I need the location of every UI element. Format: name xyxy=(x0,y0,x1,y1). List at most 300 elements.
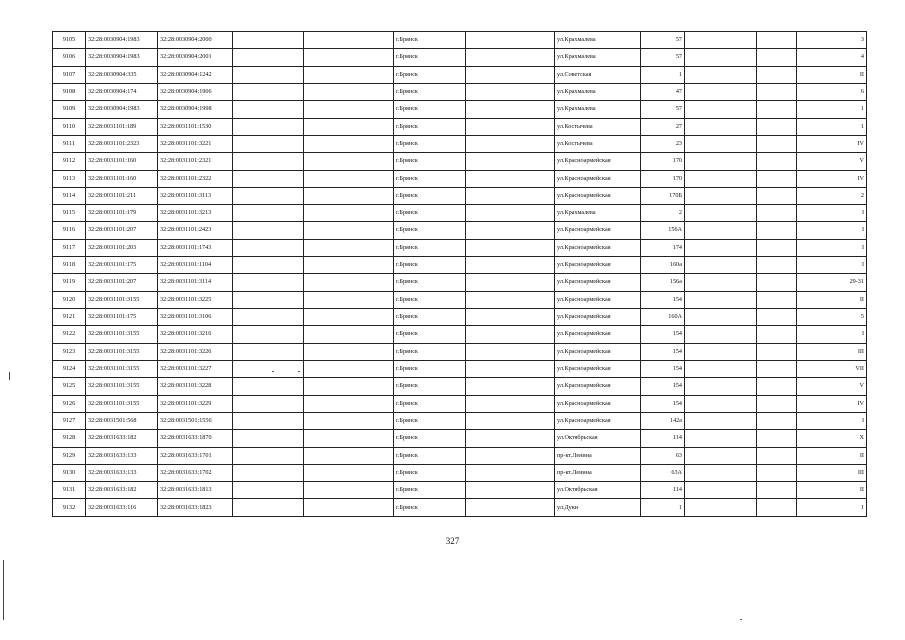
empty-cell xyxy=(757,153,797,170)
parcel-cadastral-number-cell: 32:28:0031501:568 xyxy=(86,412,158,429)
empty-cell xyxy=(757,499,797,517)
city-cell: г.Брянск xyxy=(394,447,466,464)
table-row xyxy=(53,326,867,343)
city-cell: г.Брянск xyxy=(394,326,466,343)
city-cell: г.Брянск xyxy=(394,101,466,118)
empty-cell xyxy=(757,135,797,152)
empty-cell xyxy=(233,378,304,395)
street-cell: ул.Красноармейская xyxy=(555,222,641,239)
empty-cell xyxy=(466,447,555,464)
city-cell: г.Брянск xyxy=(394,222,466,239)
empty-cell xyxy=(233,309,304,326)
scan-edge-mark xyxy=(9,372,10,380)
empty-cell xyxy=(757,66,797,83)
row-number-cell: 9121 xyxy=(53,309,86,326)
table-row xyxy=(53,205,867,222)
empty-cell xyxy=(685,257,757,274)
table-row xyxy=(53,187,867,204)
empty-cell xyxy=(757,118,797,135)
house-number-cell: 170 xyxy=(641,170,685,187)
empty-cell xyxy=(233,499,304,517)
object-cadastral-number-cell: 32:28:0031501:1556 xyxy=(158,412,233,429)
house-number-cell: 47 xyxy=(641,83,685,100)
empty-cell xyxy=(757,274,797,291)
street-cell: ул.Красноармейская xyxy=(555,291,641,308)
empty-cell xyxy=(233,187,304,204)
city-cell: г.Брянск xyxy=(394,499,466,517)
premises-number-cell: 1 xyxy=(797,499,867,517)
row-number-cell: 9115 xyxy=(53,205,86,222)
row-number-cell: 9124 xyxy=(53,360,86,377)
house-number-cell: 156а xyxy=(641,274,685,291)
table-row xyxy=(53,222,867,239)
street-cell: пр-кт.Ленина xyxy=(555,464,641,481)
object-cadastral-number-cell: 32:28:0031101:3226 xyxy=(158,343,233,360)
empty-cell xyxy=(466,482,555,499)
empty-cell xyxy=(304,378,394,395)
empty-cell xyxy=(233,153,304,170)
table-row xyxy=(53,239,867,256)
empty-cell xyxy=(466,360,555,377)
empty-cell xyxy=(685,153,757,170)
empty-cell xyxy=(757,239,797,256)
empty-cell xyxy=(757,430,797,447)
table-row xyxy=(53,291,867,308)
street-cell: ул.Красноармейская xyxy=(555,395,641,412)
empty-cell xyxy=(466,83,555,100)
object-cadastral-number-cell: 32:28:0031101:1104 xyxy=(158,257,233,274)
parcel-cadastral-number-cell: 32:28:0030904:1983 xyxy=(86,49,158,66)
city-cell: г.Брянск xyxy=(394,343,466,360)
house-number-cell: 23 xyxy=(641,135,685,152)
empty-cell xyxy=(757,49,797,66)
row-number-cell: 9117 xyxy=(53,239,86,256)
premises-number-cell: II xyxy=(797,482,867,499)
empty-cell xyxy=(233,83,304,100)
city-cell: г.Брянск xyxy=(394,135,466,152)
empty-cell xyxy=(466,153,555,170)
empty-cell xyxy=(757,326,797,343)
premises-number-cell: 2 xyxy=(797,187,867,204)
empty-cell xyxy=(233,257,304,274)
empty-cell xyxy=(685,395,757,412)
street-cell: ул.Крахмалева xyxy=(555,101,641,118)
house-number-cell: 170 xyxy=(641,153,685,170)
city-cell: г.Брянск xyxy=(394,153,466,170)
premises-number-cell: I xyxy=(797,257,867,274)
table-row xyxy=(53,153,867,170)
empty-cell xyxy=(233,170,304,187)
parcel-cadastral-number-cell: 32:28:0030904:1983 xyxy=(86,32,158,49)
object-cadastral-number-cell: 32:28:0031101:2423 xyxy=(158,222,233,239)
empty-cell xyxy=(304,153,394,170)
empty-cell xyxy=(233,118,304,135)
city-cell: г.Брянск xyxy=(394,205,466,222)
parcel-cadastral-number-cell: 32:28:0031101:2323 xyxy=(86,135,158,152)
row-number-cell: 9109 xyxy=(53,101,86,118)
empty-cell xyxy=(466,118,555,135)
street-cell: ул.Красноармейская xyxy=(555,274,641,291)
house-number-cell: 154 xyxy=(641,343,685,360)
scan-dot xyxy=(740,619,742,620)
parcel-cadastral-number-cell: 32:28:0031101:189 xyxy=(86,118,158,135)
empty-cell xyxy=(685,274,757,291)
parcel-cadastral-number-cell: 32:28:0031101:207 xyxy=(86,222,158,239)
city-cell: г.Брянск xyxy=(394,83,466,100)
premises-number-cell: 1 xyxy=(797,118,867,135)
parcel-cadastral-number-cell: 32:28:0031101:207 xyxy=(86,274,158,291)
street-cell: ул.Красноармейская xyxy=(555,309,641,326)
empty-cell xyxy=(233,412,304,429)
street-cell: ул.Красноармейская xyxy=(555,412,641,429)
house-number-cell: 114 xyxy=(641,482,685,499)
house-number-cell: 160А xyxy=(641,309,685,326)
row-number-cell: 9125 xyxy=(53,378,86,395)
empty-cell xyxy=(757,83,797,100)
street-cell: ул.Красноармейская xyxy=(555,343,641,360)
empty-cell xyxy=(304,101,394,118)
house-number-cell: 154 xyxy=(641,291,685,308)
object-cadastral-number-cell: 32:28:0031633:1702 xyxy=(158,464,233,481)
empty-cell xyxy=(466,412,555,429)
empty-cell xyxy=(304,83,394,100)
parcel-cadastral-number-cell: 32:28:0031101:175 xyxy=(86,257,158,274)
street-cell: ул.Советская xyxy=(555,66,641,83)
empty-cell xyxy=(304,118,394,135)
row-number-cell: 9127 xyxy=(53,412,86,429)
object-cadastral-number-cell: 32:28:0031633:1813 xyxy=(158,482,233,499)
row-number-cell: 9128 xyxy=(53,430,86,447)
parcel-cadastral-number-cell: 32:28:0031633:182 xyxy=(86,482,158,499)
city-cell: г.Брянск xyxy=(394,482,466,499)
empty-cell xyxy=(466,32,555,49)
street-cell: ул.Красноармейская xyxy=(555,257,641,274)
row-number-cell: 9119 xyxy=(53,274,86,291)
empty-cell xyxy=(685,49,757,66)
object-cadastral-number-cell: 32:28:0031101:3216 xyxy=(158,326,233,343)
street-cell: ул.Красноармейская xyxy=(555,360,641,377)
object-cadastral-number-cell: 32:28:0030904:2000 xyxy=(158,32,233,49)
empty-cell xyxy=(685,309,757,326)
city-cell: г.Брянск xyxy=(394,257,466,274)
row-number-cell: 9126 xyxy=(53,395,86,412)
city-cell: г.Брянск xyxy=(394,170,466,187)
premises-number-cell: I xyxy=(797,222,867,239)
empty-cell xyxy=(757,395,797,412)
empty-cell xyxy=(233,274,304,291)
table-row xyxy=(53,343,867,360)
row-number-cell: 9131 xyxy=(53,482,86,499)
street-cell: ул.Красноармейская xyxy=(555,378,641,395)
empty-cell xyxy=(466,326,555,343)
empty-cell xyxy=(685,499,757,517)
empty-cell xyxy=(304,274,394,291)
object-cadastral-number-cell: 32:28:0031101:3229 xyxy=(158,395,233,412)
street-cell: ул.Красноармейская xyxy=(555,326,641,343)
city-cell: г.Брянск xyxy=(394,395,466,412)
empty-cell xyxy=(757,291,797,308)
empty-cell xyxy=(304,343,394,360)
empty-cell xyxy=(685,343,757,360)
empty-cell xyxy=(304,464,394,481)
object-cadastral-number-cell: 32:28:0031101:2322 xyxy=(158,170,233,187)
parcel-cadastral-number-cell: 32:28:0031633:116 xyxy=(86,499,158,517)
street-cell: пр-кт.Ленина xyxy=(555,447,641,464)
row-number-cell: 9132 xyxy=(53,499,86,517)
premises-number-cell: 1 xyxy=(797,101,867,118)
empty-cell xyxy=(466,135,555,152)
premises-number-cell: III xyxy=(797,464,867,481)
house-number-cell: 154 xyxy=(641,360,685,377)
empty-cell xyxy=(685,447,757,464)
premises-number-cell: 3 xyxy=(797,32,867,49)
house-number-cell: 142а xyxy=(641,412,685,429)
empty-cell xyxy=(757,464,797,481)
object-cadastral-number-cell: 32:28:0031101:3227 xyxy=(158,360,233,377)
house-number-cell: 154 xyxy=(641,326,685,343)
table-row xyxy=(53,412,867,429)
row-number-cell: 9122 xyxy=(53,326,86,343)
premises-number-cell: I xyxy=(797,412,867,429)
house-number-cell: 156А xyxy=(641,222,685,239)
empty-cell xyxy=(233,205,304,222)
empty-cell xyxy=(685,291,757,308)
object-cadastral-number-cell: 32:28:0031101:1743 xyxy=(158,239,233,256)
row-number-cell: 9123 xyxy=(53,343,86,360)
empty-cell xyxy=(685,101,757,118)
house-number-cell: 57 xyxy=(641,49,685,66)
house-number-cell: 2 xyxy=(641,205,685,222)
parcel-cadastral-number-cell: 32:28:0031633:182 xyxy=(86,430,158,447)
empty-cell xyxy=(757,32,797,49)
scan-dot xyxy=(298,371,300,372)
city-cell: г.Брянск xyxy=(394,360,466,377)
house-number-cell: 174 xyxy=(641,239,685,256)
empty-cell xyxy=(466,309,555,326)
premises-number-cell: III xyxy=(797,343,867,360)
city-cell: г.Брянск xyxy=(394,274,466,291)
empty-cell xyxy=(304,49,394,66)
empty-cell xyxy=(233,482,304,499)
parcel-cadastral-number-cell: 32:28:0030904:174 xyxy=(86,83,158,100)
city-cell: г.Брянск xyxy=(394,32,466,49)
object-cadastral-number-cell: 32:28:0030904:2001 xyxy=(158,49,233,66)
house-number-cell: 154 xyxy=(641,378,685,395)
parcel-cadastral-number-cell: 32:28:0031101:3155 xyxy=(86,326,158,343)
empty-cell xyxy=(233,360,304,377)
empty-cell xyxy=(757,170,797,187)
object-cadastral-number-cell: 32:28:0031101:3225 xyxy=(158,291,233,308)
table-row xyxy=(53,482,867,499)
empty-cell xyxy=(685,118,757,135)
empty-cell xyxy=(304,222,394,239)
parcel-cadastral-number-cell: 32:28:0031101:3155 xyxy=(86,378,158,395)
object-cadastral-number-cell: 32:28:0031633:1870 xyxy=(158,430,233,447)
table-row xyxy=(53,135,867,152)
empty-cell xyxy=(304,482,394,499)
empty-cell xyxy=(757,101,797,118)
empty-cell xyxy=(233,395,304,412)
house-number-cell: 57 xyxy=(641,32,685,49)
parcel-cadastral-number-cell: 32:28:0031633:133 xyxy=(86,464,158,481)
empty-cell xyxy=(757,222,797,239)
parcel-cadastral-number-cell: 32:28:0031101:3155 xyxy=(86,343,158,360)
empty-cell xyxy=(466,257,555,274)
empty-cell xyxy=(685,360,757,377)
city-cell: г.Брянск xyxy=(394,49,466,66)
empty-cell xyxy=(233,222,304,239)
city-cell: г.Брянск xyxy=(394,118,466,135)
street-cell: ул.Крахмалева xyxy=(555,83,641,100)
table-row xyxy=(53,430,867,447)
scan-dot xyxy=(272,371,274,372)
city-cell: г.Брянск xyxy=(394,412,466,429)
object-cadastral-number-cell: 32:28:0031101:2321 xyxy=(158,153,233,170)
street-cell: ул.Дуки xyxy=(555,499,641,517)
property-register-table xyxy=(52,31,867,517)
table-row xyxy=(53,447,867,464)
empty-cell xyxy=(304,135,394,152)
city-cell: г.Брянск xyxy=(394,291,466,308)
parcel-cadastral-number-cell: 32:28:0031101:3155 xyxy=(86,395,158,412)
empty-cell xyxy=(304,309,394,326)
empty-cell xyxy=(233,430,304,447)
city-cell: г.Брянск xyxy=(394,378,466,395)
row-number-cell: 9111 xyxy=(53,135,86,152)
empty-cell xyxy=(233,32,304,49)
empty-cell xyxy=(233,447,304,464)
premises-number-cell: IV xyxy=(797,135,867,152)
row-number-cell: 9116 xyxy=(53,222,86,239)
parcel-cadastral-number-cell: 32:28:0031101:3155 xyxy=(86,360,158,377)
parcel-cadastral-number-cell: 32:28:0031101:203 xyxy=(86,239,158,256)
premises-number-cell: II xyxy=(797,66,867,83)
empty-cell xyxy=(466,187,555,204)
empty-cell xyxy=(466,395,555,412)
table-row xyxy=(53,101,867,118)
empty-cell xyxy=(304,170,394,187)
empty-cell xyxy=(685,32,757,49)
table-row xyxy=(53,499,867,517)
premises-number-cell: VII xyxy=(797,360,867,377)
premises-number-cell: II xyxy=(797,291,867,308)
empty-cell xyxy=(304,187,394,204)
empty-cell xyxy=(466,170,555,187)
empty-cell xyxy=(233,326,304,343)
empty-cell xyxy=(685,464,757,481)
object-cadastral-number-cell: 32:28:0031101:3213 xyxy=(158,205,233,222)
city-cell: г.Брянск xyxy=(394,66,466,83)
house-number-cell: 154 xyxy=(641,395,685,412)
street-cell: ул.Костычева xyxy=(555,118,641,135)
parcel-cadastral-number-cell: 32:28:0031101:160 xyxy=(86,153,158,170)
empty-cell xyxy=(304,326,394,343)
empty-cell xyxy=(685,378,757,395)
house-number-cell: 57 xyxy=(641,101,685,118)
parcel-cadastral-number-cell: 32:28:0030904:335 xyxy=(86,66,158,83)
premises-number-cell: V xyxy=(797,153,867,170)
empty-cell xyxy=(304,32,394,49)
city-cell: г.Брянск xyxy=(394,187,466,204)
row-number-cell: 9105 xyxy=(53,32,86,49)
street-cell: ул.Крахмалева xyxy=(555,205,641,222)
empty-cell xyxy=(466,66,555,83)
empty-cell xyxy=(466,239,555,256)
empty-cell xyxy=(233,464,304,481)
empty-cell xyxy=(304,205,394,222)
empty-cell xyxy=(685,83,757,100)
empty-cell xyxy=(685,222,757,239)
object-cadastral-number-cell: 32:28:0030904:1998 xyxy=(158,101,233,118)
table-row xyxy=(53,360,867,377)
object-cadastral-number-cell: 32:28:0031101:3113 xyxy=(158,187,233,204)
object-cadastral-number-cell: 32:28:0031633:1701 xyxy=(158,447,233,464)
premises-number-cell: I xyxy=(797,205,867,222)
empty-cell xyxy=(304,447,394,464)
house-number-cell: 27 xyxy=(641,118,685,135)
row-number-cell: 9112 xyxy=(53,153,86,170)
object-cadastral-number-cell: 32:28:0031101:1530 xyxy=(158,118,233,135)
empty-cell xyxy=(685,326,757,343)
empty-cell xyxy=(685,66,757,83)
table-row xyxy=(53,274,867,291)
empty-cell xyxy=(757,447,797,464)
empty-cell xyxy=(757,205,797,222)
empty-cell xyxy=(466,343,555,360)
table-row xyxy=(53,170,867,187)
empty-cell xyxy=(304,412,394,429)
row-number-cell: 9107 xyxy=(53,66,86,83)
empty-cell xyxy=(233,101,304,118)
house-number-cell: 160а xyxy=(641,257,685,274)
table-row xyxy=(53,32,867,49)
empty-cell xyxy=(757,343,797,360)
row-number-cell: 9106 xyxy=(53,49,86,66)
empty-cell xyxy=(304,430,394,447)
empty-cell xyxy=(466,464,555,481)
premises-number-cell: V xyxy=(797,378,867,395)
table-row xyxy=(53,49,867,66)
premises-number-cell: I xyxy=(797,326,867,343)
empty-cell xyxy=(685,482,757,499)
empty-cell xyxy=(757,257,797,274)
premises-number-cell: I xyxy=(797,239,867,256)
house-number-cell: 63 xyxy=(641,447,685,464)
row-number-cell: 9118 xyxy=(53,257,86,274)
row-number-cell: 9120 xyxy=(53,291,86,308)
street-cell: ул.Крахмалева xyxy=(555,32,641,49)
house-number-cell: 1 xyxy=(641,499,685,517)
premises-number-cell: 6 xyxy=(797,83,867,100)
parcel-cadastral-number-cell: 32:28:0031101:175 xyxy=(86,309,158,326)
empty-cell xyxy=(757,378,797,395)
empty-cell xyxy=(304,499,394,517)
parcel-cadastral-number-cell: 32:28:0031101:160 xyxy=(86,170,158,187)
empty-cell xyxy=(304,239,394,256)
empty-cell xyxy=(233,343,304,360)
empty-cell xyxy=(466,222,555,239)
street-cell: ул.Красноармейская xyxy=(555,239,641,256)
premises-number-cell: 4 xyxy=(797,49,867,66)
empty-cell xyxy=(304,291,394,308)
street-cell: ул.Крахмалева xyxy=(555,49,641,66)
street-cell: ул.Красноармейская xyxy=(555,153,641,170)
object-cadastral-number-cell: 32:28:0030904:1906 xyxy=(158,83,233,100)
empty-cell xyxy=(466,378,555,395)
empty-cell xyxy=(233,239,304,256)
object-cadastral-number-cell: 32:28:0031101:3221 xyxy=(158,135,233,152)
street-cell: ул.Красноармейская xyxy=(555,187,641,204)
